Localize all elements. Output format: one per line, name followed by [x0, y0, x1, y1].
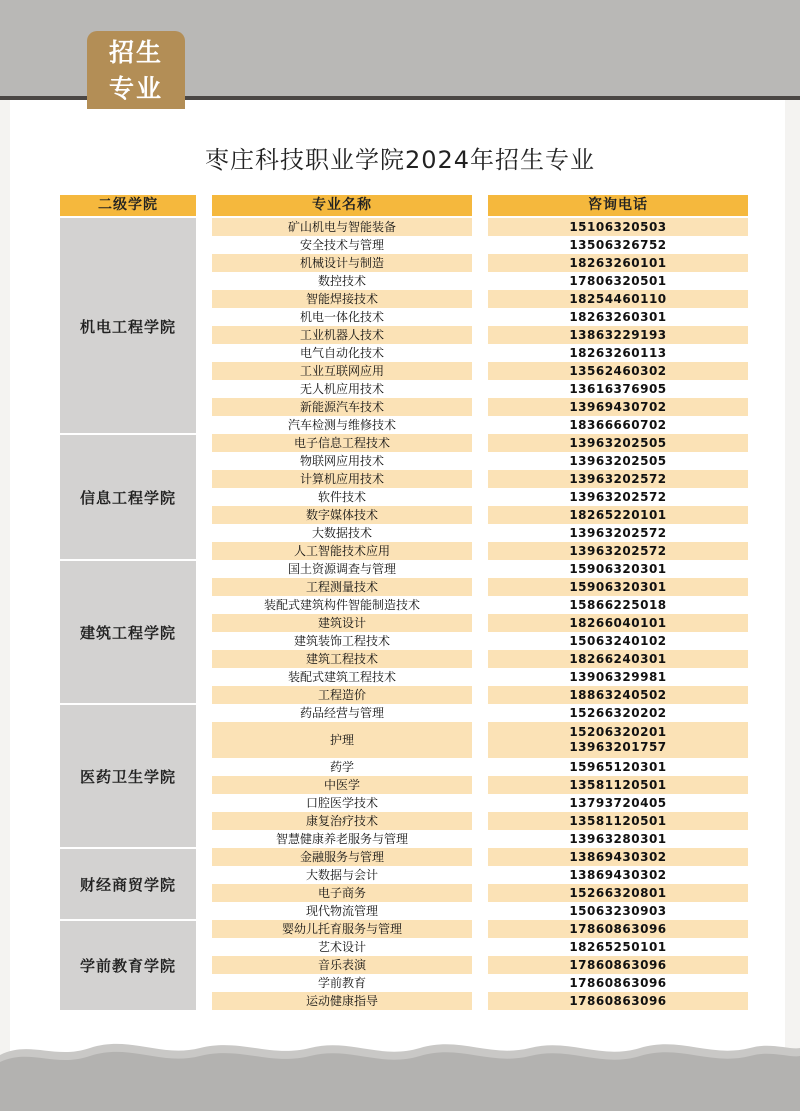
- phone-number: 15266320801: [569, 885, 667, 900]
- major-name: 国土资源调查与管理: [287, 561, 396, 576]
- header-major: 专业名称: [212, 195, 472, 216]
- phone-number: 17806320501: [569, 273, 667, 288]
- major-name: 装配式建筑工程技术: [287, 669, 396, 684]
- major-cell: [212, 596, 472, 614]
- major-cell: [212, 614, 472, 632]
- major-cell: [212, 884, 472, 902]
- major-name: 建筑装饰工程技术: [293, 633, 390, 648]
- major-cell: [212, 938, 472, 956]
- major-name: 药品经营与管理: [299, 705, 384, 720]
- major-cell: [212, 488, 472, 506]
- department-name: 学前教育学院: [79, 956, 176, 975]
- phone-number: 13616376905: [569, 381, 667, 396]
- phone-number: 18254460110: [569, 291, 667, 306]
- department-cell: [60, 920, 196, 1010]
- phone-number: 15266320202: [569, 705, 667, 720]
- phone-cell: [488, 542, 748, 560]
- major-name: 计算机应用技术: [299, 471, 384, 486]
- department-cell: [60, 704, 196, 848]
- phone-cell: [488, 830, 748, 848]
- major-cell: [212, 920, 472, 938]
- major-name: 软件技术: [317, 489, 366, 504]
- phone-number: 13963202505: [569, 435, 667, 450]
- phone-number: 18265250101: [569, 939, 667, 954]
- phone-cell: [488, 704, 748, 722]
- phone-number: 13963202572: [569, 471, 667, 486]
- major-name: 康复治疗技术: [305, 813, 378, 828]
- page-title: 枣庄科技职业学院2024年招生专业: [204, 146, 596, 174]
- phone-cell: [488, 380, 748, 398]
- phone-number: 13963202572: [569, 489, 667, 504]
- major-cell: [212, 308, 472, 326]
- major-cell: [212, 362, 472, 380]
- phone-cell: [488, 614, 748, 632]
- section-tag-line1: 招生: [108, 38, 163, 67]
- department-name: 建筑工程学院: [79, 623, 176, 642]
- phone-cell: [488, 326, 748, 344]
- phone-cell: [488, 506, 748, 524]
- major-cell: [212, 272, 472, 290]
- phone-cell: [488, 416, 748, 434]
- department-name: 机电工程学院: [79, 317, 176, 336]
- phone-cell: [488, 344, 748, 362]
- phone-number: 17860863096: [569, 921, 667, 936]
- major-cell: [212, 452, 472, 470]
- department-name: 信息工程学院: [79, 488, 176, 507]
- major-name: 运动健康指导: [305, 993, 378, 1008]
- department-cell: [60, 848, 196, 920]
- major-name: 金融服务与管理: [299, 849, 384, 864]
- phone-cell: [488, 308, 748, 326]
- major-cell: [212, 434, 472, 452]
- major-name: 数控技术: [317, 273, 366, 288]
- phone-number: 18366660702: [569, 417, 667, 432]
- major-name: 工程测量技术: [305, 579, 378, 594]
- phone-number: 13906329981: [569, 669, 667, 684]
- phone-cell: [488, 794, 748, 812]
- bottom-wave: [0, 1030, 800, 1111]
- phone-cell: [488, 524, 748, 542]
- phone-cell: [488, 452, 748, 470]
- phone-cell: [488, 866, 748, 884]
- department-cell: [60, 560, 196, 704]
- major-cell: [212, 560, 472, 578]
- phone-cell: [488, 812, 748, 830]
- phone-cell: [488, 758, 748, 776]
- major-name: 建筑设计: [317, 615, 366, 630]
- major-name: 安全技术与管理: [299, 237, 384, 252]
- phone-cell: [488, 956, 748, 974]
- phone-number: 13963202505: [569, 453, 667, 468]
- department-name: 医药卫生学院: [79, 767, 176, 786]
- major-cell: [212, 650, 472, 668]
- major-cell: [212, 578, 472, 596]
- phone-cell: [488, 470, 748, 488]
- major-name: 电气自动化技术: [299, 345, 384, 360]
- phone-cell: [488, 272, 748, 290]
- phone-number: 17860863096: [569, 957, 667, 972]
- phone-cell: [488, 920, 748, 938]
- major-cell: [212, 668, 472, 686]
- major-name: 大数据与会计: [305, 867, 378, 882]
- major-name: 口腔医学技术: [305, 795, 378, 810]
- phone-cell: [488, 776, 748, 794]
- major-name: 数字媒体技术: [305, 507, 378, 522]
- phone-cell: [488, 362, 748, 380]
- major-name: 汽车检测与维修技术: [287, 417, 396, 432]
- major-cell: [212, 704, 472, 722]
- phone-number: 15866225018: [569, 597, 667, 612]
- major-name: 建筑工程技术: [305, 651, 378, 666]
- phone-number: 13963202572: [569, 525, 667, 540]
- major-name: 矿山机电与智能装备: [287, 219, 396, 234]
- major-name: 工程造价: [317, 687, 366, 702]
- major-name: 药学: [329, 759, 354, 774]
- major-cell: [212, 344, 472, 362]
- phone-cell: [488, 686, 748, 704]
- phone-cell: [488, 848, 748, 866]
- major-name: 中医学: [323, 777, 360, 792]
- phone-number: 13963202572: [569, 543, 667, 558]
- phone-number: 15063240102: [569, 633, 667, 648]
- phone-number: 15106320503: [569, 219, 667, 234]
- phone-number: 13581120501: [569, 813, 667, 828]
- phone-cell: [488, 632, 748, 650]
- department-cell: [60, 218, 196, 434]
- phone-cell: [488, 668, 748, 686]
- phone-cell: [488, 596, 748, 614]
- phone-cell: [488, 902, 748, 920]
- department-divider: [60, 847, 196, 849]
- phone-number: 18863240502: [569, 687, 667, 702]
- department-divider: [60, 703, 196, 705]
- phone-cell: [488, 254, 748, 272]
- phone-number: 18265220101: [569, 507, 667, 522]
- major-name: 机电一体化技术: [299, 309, 384, 324]
- major-cell: [212, 902, 472, 920]
- major-cell: [212, 830, 472, 848]
- phone-number: 13963280301: [569, 831, 667, 846]
- major-cell: [212, 470, 472, 488]
- major-name: 机械设计与制造: [299, 255, 384, 270]
- phone-cell: [488, 884, 748, 902]
- section-tag-line2: 专业: [108, 74, 163, 103]
- phone-cell: [488, 974, 748, 992]
- major-cell: [212, 290, 472, 308]
- major-cell: [212, 632, 472, 650]
- major-cell: [212, 326, 472, 344]
- phone-number: 18263260101: [569, 255, 667, 270]
- major-name: 电子信息工程技术: [293, 435, 390, 450]
- phone-number: 13869430302: [569, 849, 667, 864]
- phone-number: 13869430302: [569, 867, 667, 882]
- phone-cell: [488, 488, 748, 506]
- major-name: 人工智能技术应用: [293, 543, 390, 558]
- header-school: 二级学院: [60, 195, 196, 216]
- department-divider: [60, 433, 196, 435]
- major-name: 物联网应用技术: [299, 453, 384, 468]
- major-name: 现代物流管理: [305, 903, 378, 918]
- phone-number: 13793720405: [569, 795, 667, 810]
- major-name: 大数据技术: [311, 525, 372, 540]
- major-cell: [212, 542, 472, 560]
- major-cell: [212, 848, 472, 866]
- phone-number: 17860863096: [569, 975, 667, 990]
- major-cell: [212, 236, 472, 254]
- major-cell: [212, 776, 472, 794]
- phone-number: 13581120501: [569, 777, 667, 792]
- major-name: 新能源汽车技术: [299, 399, 384, 414]
- major-cell: [212, 974, 472, 992]
- major-name: 护理: [329, 732, 354, 747]
- major-name: 婴幼儿托育服务与管理: [281, 921, 402, 936]
- department-cell: [60, 434, 196, 560]
- major-name: 音乐表演: [317, 957, 366, 972]
- phone-number: 15906320301: [569, 579, 667, 594]
- major-cell: [212, 866, 472, 884]
- phone-number: 18263260113: [569, 345, 667, 360]
- major-name: 工业互联网应用: [299, 363, 384, 378]
- phone-number: 18266240301: [569, 651, 667, 666]
- phone-number: 13963201757: [569, 740, 667, 754]
- major-cell: [212, 722, 472, 758]
- major-cell: [212, 758, 472, 776]
- phone-cell: [488, 218, 748, 236]
- phone-cell: [488, 578, 748, 596]
- major-name: 装配式建筑构件智能制造技术: [263, 597, 420, 612]
- phone-cell: [488, 938, 748, 956]
- phone-number: 17860863096: [569, 993, 667, 1008]
- phone-cell: [488, 236, 748, 254]
- major-name: 无人机应用技术: [299, 381, 384, 396]
- phone-number: 15063230903: [569, 903, 667, 918]
- major-cell: [212, 794, 472, 812]
- major-cell: [212, 506, 472, 524]
- phone-number: 13969430702: [569, 399, 667, 414]
- phone-cell: [488, 722, 748, 758]
- department-divider: [60, 919, 196, 921]
- department-divider: [60, 559, 196, 561]
- phone-cell: [488, 398, 748, 416]
- phone-number: 13562460302: [569, 363, 667, 378]
- phone-number: 13506326752: [569, 237, 667, 252]
- phone-cell: [488, 290, 748, 308]
- major-cell: [212, 524, 472, 542]
- phone-cell: [488, 992, 748, 1010]
- phone-cell: [488, 650, 748, 668]
- phone-cell: [488, 560, 748, 578]
- phone-number: 15206320201: [569, 725, 667, 739]
- major-name: 艺术设计: [317, 939, 366, 954]
- phone-number: 15965120301: [569, 759, 667, 774]
- header-phone: 咨询电话: [488, 195, 748, 216]
- major-name: 学前教育: [317, 975, 366, 990]
- phone-number: 13863229193: [569, 327, 667, 342]
- phone-number: 15906320301: [569, 561, 667, 576]
- major-cell: [212, 956, 472, 974]
- major-name: 智能焊接技术: [305, 291, 378, 306]
- major-cell: [212, 398, 472, 416]
- major-name: 工业机器人技术: [299, 327, 384, 342]
- major-cell: [212, 254, 472, 272]
- major-name: 电子商务: [317, 885, 366, 900]
- phone-number: 18263260301: [569, 309, 667, 324]
- phone-number: 18266040101: [569, 615, 667, 630]
- major-cell: [212, 218, 472, 236]
- department-name: 财经商贸学院: [79, 875, 176, 894]
- major-cell: [212, 812, 472, 830]
- major-cell: [212, 992, 472, 1010]
- phone-cell: [488, 434, 748, 452]
- major-cell: [212, 380, 472, 398]
- major-cell: [212, 686, 472, 704]
- major-cell: [212, 416, 472, 434]
- major-name: 智慧健康养老服务与管理: [275, 831, 408, 846]
